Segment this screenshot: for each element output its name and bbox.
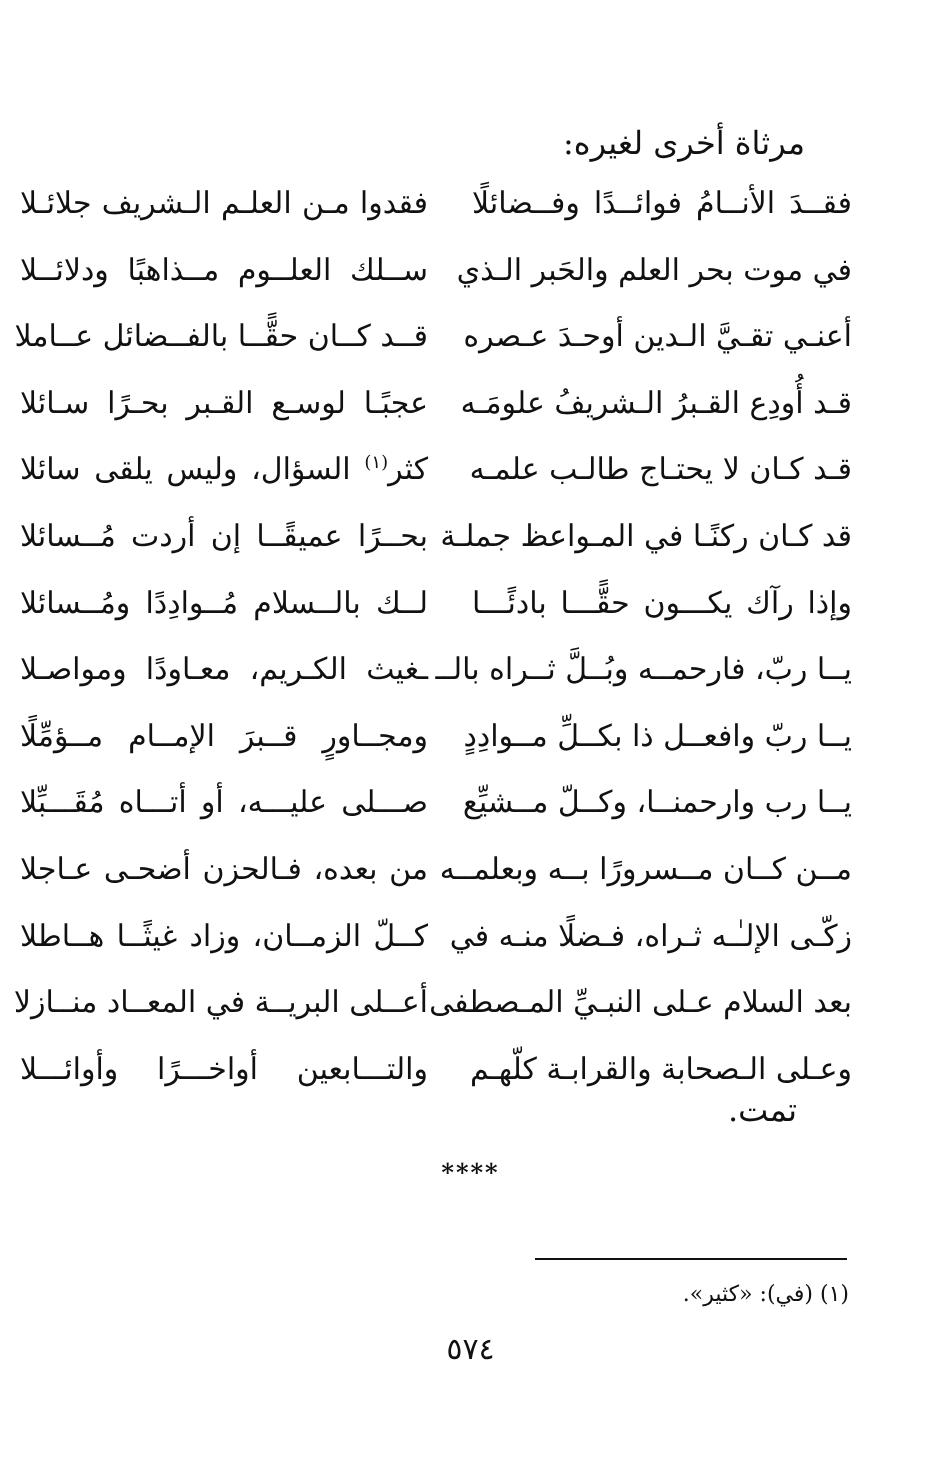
verse-line <box>20 775 852 842</box>
verse-first-hemistich: يــا ربّ وافعــل ذا بكــلِّ مــوادِدٍ <box>463 718 852 754</box>
verse-first-hemistich: في موت بحر العلم والحَبر الـذي <box>456 252 852 288</box>
verse-line <box>14 309 852 376</box>
verse-line <box>20 442 852 509</box>
verse-second-hemistich: ســلك العلــوم مــذاهبًا ودلائــلا <box>20 252 428 288</box>
verse-second-hemistich: ومجــاورٍ قــبرَ الإمــام مــؤمِّلًا <box>20 718 428 754</box>
verse-second-hemistich: فقدوا مـن العلـم الـشريف جلائـلا <box>20 186 428 221</box>
verse-second-hemistich <box>20 442 428 498</box>
verse-first-hemistich: قد كـان ركنًـا في المـواعظ جملـة <box>440 518 852 554</box>
verse-first-hemistich: مــن كــان مــسرورًا بــه وبعلمــه <box>439 851 852 887</box>
footnote-divider <box>535 1258 847 1260</box>
verse-second-hemistich: لــك بالــسلام مُــوادِدًا ومُــسائلا <box>20 585 428 621</box>
verse-line <box>20 509 852 576</box>
verse-second-hemistich: عجبًـا لوسـع القـبر بحـرًا سـائلا <box>20 385 428 421</box>
footnote-reference: (١) <box>364 452 389 474</box>
verse-line <box>20 576 852 643</box>
verse-line <box>20 642 852 709</box>
verse-text-end: السؤال، وليس يلقى سائلا <box>20 452 365 488</box>
verse-line <box>20 376 852 443</box>
page-number: ٥٧٤ <box>446 1332 495 1367</box>
verse-first-hemistich: فقــدَ الأنــامُ فوائــدًا وفــضائلًا <box>472 186 852 221</box>
verse-second-hemistich: قــد كــان حقًّــا بالفــضائل عــاملا <box>14 319 428 355</box>
verse-first-hemistich: قـد كـان لا يحتـاج طالـب علمـه <box>469 452 852 488</box>
verse-first-hemistich: زكّـى الإلـٰـه ثـراه، فـضلًا منـه في <box>449 918 852 954</box>
verse-first-hemistich: أعنـي تقـيَّ الـدين أوحـدَ عـصره <box>463 319 852 355</box>
verse-second-hemistich: والتـــابعين أواخـــرًا وأوائـــلا <box>20 1051 428 1087</box>
footnote: (١) (في): «كثير». <box>682 1282 849 1307</box>
verse-first-hemistich: بعد السلام عـلى النبـيِّ المـصطفى <box>429 985 852 1021</box>
verse-line <box>20 176 852 243</box>
verse-first-hemistich: وإذا رآك يكـــون حقًّـــا بادئًـــا <box>472 585 852 621</box>
verse-first-hemistich: يــا رب وارحمنــا، وكــلّ مــشيِّع <box>462 785 852 821</box>
poem-heading: مرثاة أخرى لغيره: <box>563 124 805 162</box>
verse-first-hemistich: يــا ربّ، فارحمــه وبُــلَّ ثــراه بالــ <box>435 652 852 688</box>
verse-first-hemistich: وعـلى الـصحابة والقرابـة كلّهـم <box>470 1051 852 1087</box>
verse-line <box>20 709 852 776</box>
verse-second-hemistich: من بعده، فـالحزن أضحـى عـاجلا <box>20 851 428 887</box>
verse-line <box>20 842 852 909</box>
verse-second-hemistich: ـغيث الكـريم، معـاودًا ومواصـلا <box>20 652 428 688</box>
verse-line <box>20 909 852 976</box>
ending-note: تمت. <box>728 1091 797 1129</box>
section-separator: **** <box>441 1158 500 1187</box>
verse-second-hemistich: صـــلى عليـــه، أو أتـــاه مُقَـــبِّلا <box>20 785 428 821</box>
verse-second-hemistich: كــلّ الزمــان، وزاد غيثًــا هــاطلا <box>20 918 428 954</box>
verse-line <box>20 243 852 310</box>
verse-second-hemistich: أعــلى البريــة في المعــاد منــازلا <box>13 985 428 1021</box>
verse-line <box>13 975 852 1042</box>
verse-second-hemistich: بحــرًا عميقًــا إن أردت مُــسائلا <box>20 518 428 554</box>
verse-text-start: كثر <box>388 452 428 488</box>
verse-list <box>13 176 852 1108</box>
verse-first-hemistich: قـد أُودِع القـبرُ الـشريفُ علومَـه <box>460 385 852 421</box>
